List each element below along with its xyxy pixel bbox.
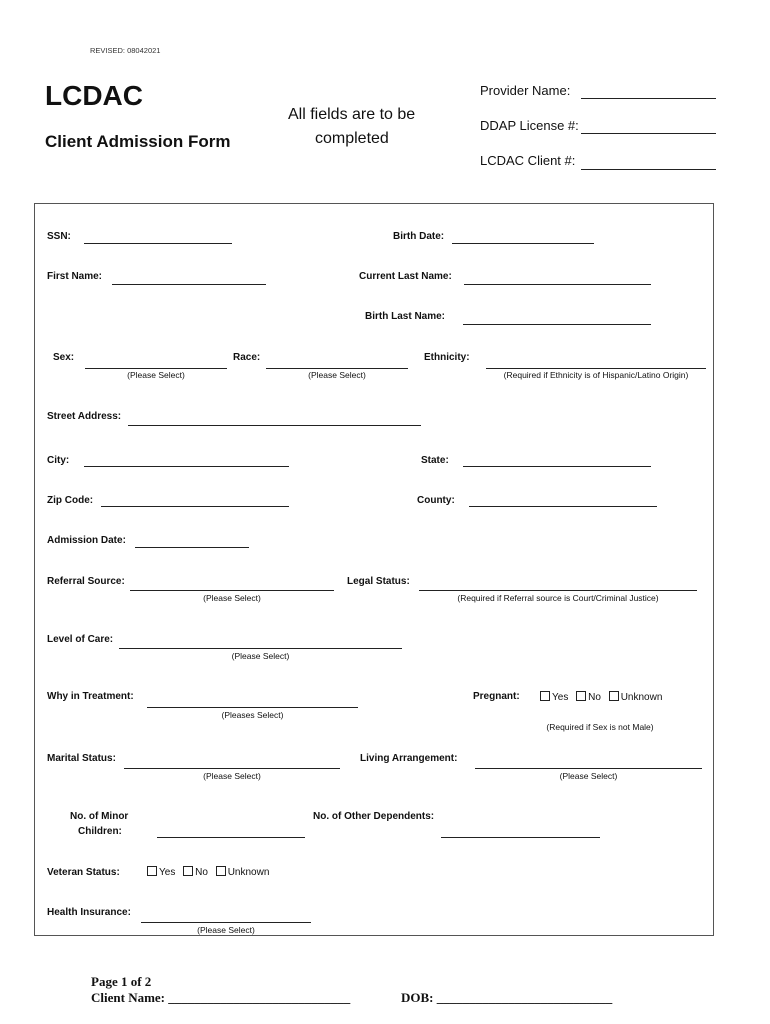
minor-children-field[interactable] [157, 837, 305, 838]
zip-code-label: Zip Code: [47, 495, 94, 506]
race-label: Race: [233, 352, 261, 363]
provider-name-field[interactable] [581, 98, 716, 99]
legal-status-label: Legal Status: [347, 576, 410, 587]
notice-line-1: All fields are to be [288, 106, 416, 123]
veteran-no-label: No [195, 867, 208, 878]
other-dependents-field[interactable] [441, 837, 600, 838]
health-insurance-hint: (Please Select) [197, 925, 255, 935]
marital-status-select[interactable] [124, 768, 340, 769]
ssn-field[interactable] [84, 243, 232, 244]
veteran-options [147, 866, 269, 878]
minor-children-label-1: No. of Minor [70, 811, 129, 822]
birth-last-name-label: Birth Last Name: [365, 311, 446, 322]
veteran-status-label: Veteran Status: [47, 867, 120, 878]
ethnicity-select[interactable] [486, 368, 706, 369]
footer-client-name: Client Name: ____________________________ [91, 990, 351, 1005]
birth-date-label: Birth Date: [393, 231, 445, 242]
living-arrangement-hint: (Please Select) [559, 771, 618, 781]
race-hint: (Please Select) [308, 370, 366, 380]
pregnant-options [540, 691, 662, 703]
form-title: Client Admission Form [45, 132, 231, 151]
birth-last-name-field[interactable] [463, 324, 651, 325]
living-arrangement-select[interactable] [475, 768, 702, 769]
health-insurance-label: Health Insurance: [47, 907, 131, 918]
legal-status-select[interactable] [419, 590, 697, 591]
pregnant-yes-checkbox[interactable] [540, 691, 550, 701]
level-of-care-label: Level of Care: [47, 634, 114, 645]
veteran-unknown-checkbox[interactable] [216, 866, 226, 876]
referral-source-label: Referral Source: [47, 576, 125, 587]
pregnant-no-checkbox[interactable] [576, 691, 586, 701]
living-arrangement-label: Living Arrangement: [360, 753, 458, 764]
veteran-no-checkbox[interactable] [183, 866, 193, 876]
pregnant-no-label: No [588, 692, 601, 703]
ddap-license-field[interactable] [581, 133, 716, 134]
referral-source-hint: (Please Select) [203, 593, 261, 603]
pregnant-label: Pregnant: [473, 691, 520, 702]
provider-name-label: Provider Name: [480, 83, 571, 98]
ssn-label: SSN: [47, 231, 71, 242]
current-last-name-label: Current Last Name: [359, 271, 452, 282]
city-label: City: [47, 455, 70, 466]
other-dependents-label: No. of Other Dependents: [313, 811, 435, 822]
race-select[interactable] [266, 368, 408, 369]
ethnicity-hint: (Required if Ethnicity is of Hispanic/Latino Origin) [503, 370, 689, 380]
pregnant-unknown-checkbox[interactable] [609, 691, 619, 701]
why-in-treatment-select[interactable] [147, 707, 358, 708]
city-field[interactable] [84, 466, 289, 467]
pregnant-hint: (Required if Sex is not Male) [546, 722, 654, 732]
why-in-treatment-label: Why in Treatment: [47, 691, 134, 702]
zip-code-field[interactable] [101, 506, 289, 507]
sex-hint: (Please Select) [127, 370, 185, 380]
county-field[interactable] [469, 506, 657, 507]
revised-date: REVISED: 08042021 [90, 46, 161, 55]
marital-status-hint: (Please Select) [203, 771, 261, 781]
veteran-yes-checkbox[interactable] [147, 866, 157, 876]
ddap-license-label: DDAP License #: [480, 118, 579, 133]
street-address-field[interactable] [128, 425, 421, 426]
birth-date-field[interactable] [452, 243, 594, 244]
state-label: State: [421, 455, 449, 466]
client-number-field[interactable] [581, 169, 716, 170]
notice-line-2: completed [315, 130, 389, 147]
sex-select[interactable] [85, 368, 227, 369]
first-name-field[interactable] [112, 284, 266, 285]
first-name-label: First Name: [47, 271, 103, 282]
page-number: Page 1 of 2 [91, 974, 152, 989]
street-address-label: Street Address: [47, 411, 122, 422]
pregnant-yes-label: Yes [552, 692, 569, 703]
level-of-care-hint: (Please Select) [231, 651, 290, 661]
sex-label: Sex: [53, 352, 75, 363]
health-insurance-select[interactable] [141, 922, 311, 923]
marital-status-label: Marital Status: [47, 753, 116, 764]
current-last-name-field[interactable] [464, 284, 651, 285]
state-field[interactable] [463, 466, 651, 467]
veteran-yes-label: Yes [159, 867, 176, 878]
pregnant-unknown-label: Unknown [620, 692, 663, 703]
veteran-unknown-label: Unknown [227, 867, 270, 878]
ethnicity-label: Ethnicity: [424, 352, 470, 363]
client-number-label: LCDAC Client #: [480, 153, 576, 168]
why-in-treatment-hint: (Pleases Select) [221, 710, 284, 720]
referral-source-select[interactable] [130, 590, 334, 591]
footer-dob: DOB: ___________________________ [401, 990, 613, 1005]
level-of-care-select[interactable] [119, 648, 402, 649]
org-title: LCDAC [45, 80, 143, 111]
admission-date-field[interactable] [135, 547, 249, 548]
county-label: County: [417, 495, 455, 506]
minor-children-label-2: Children: [78, 826, 122, 837]
admission-date-label: Admission Date: [47, 535, 126, 546]
legal-status-hint: (Required if Referral source is Court/Criminal Justice) [457, 593, 659, 603]
